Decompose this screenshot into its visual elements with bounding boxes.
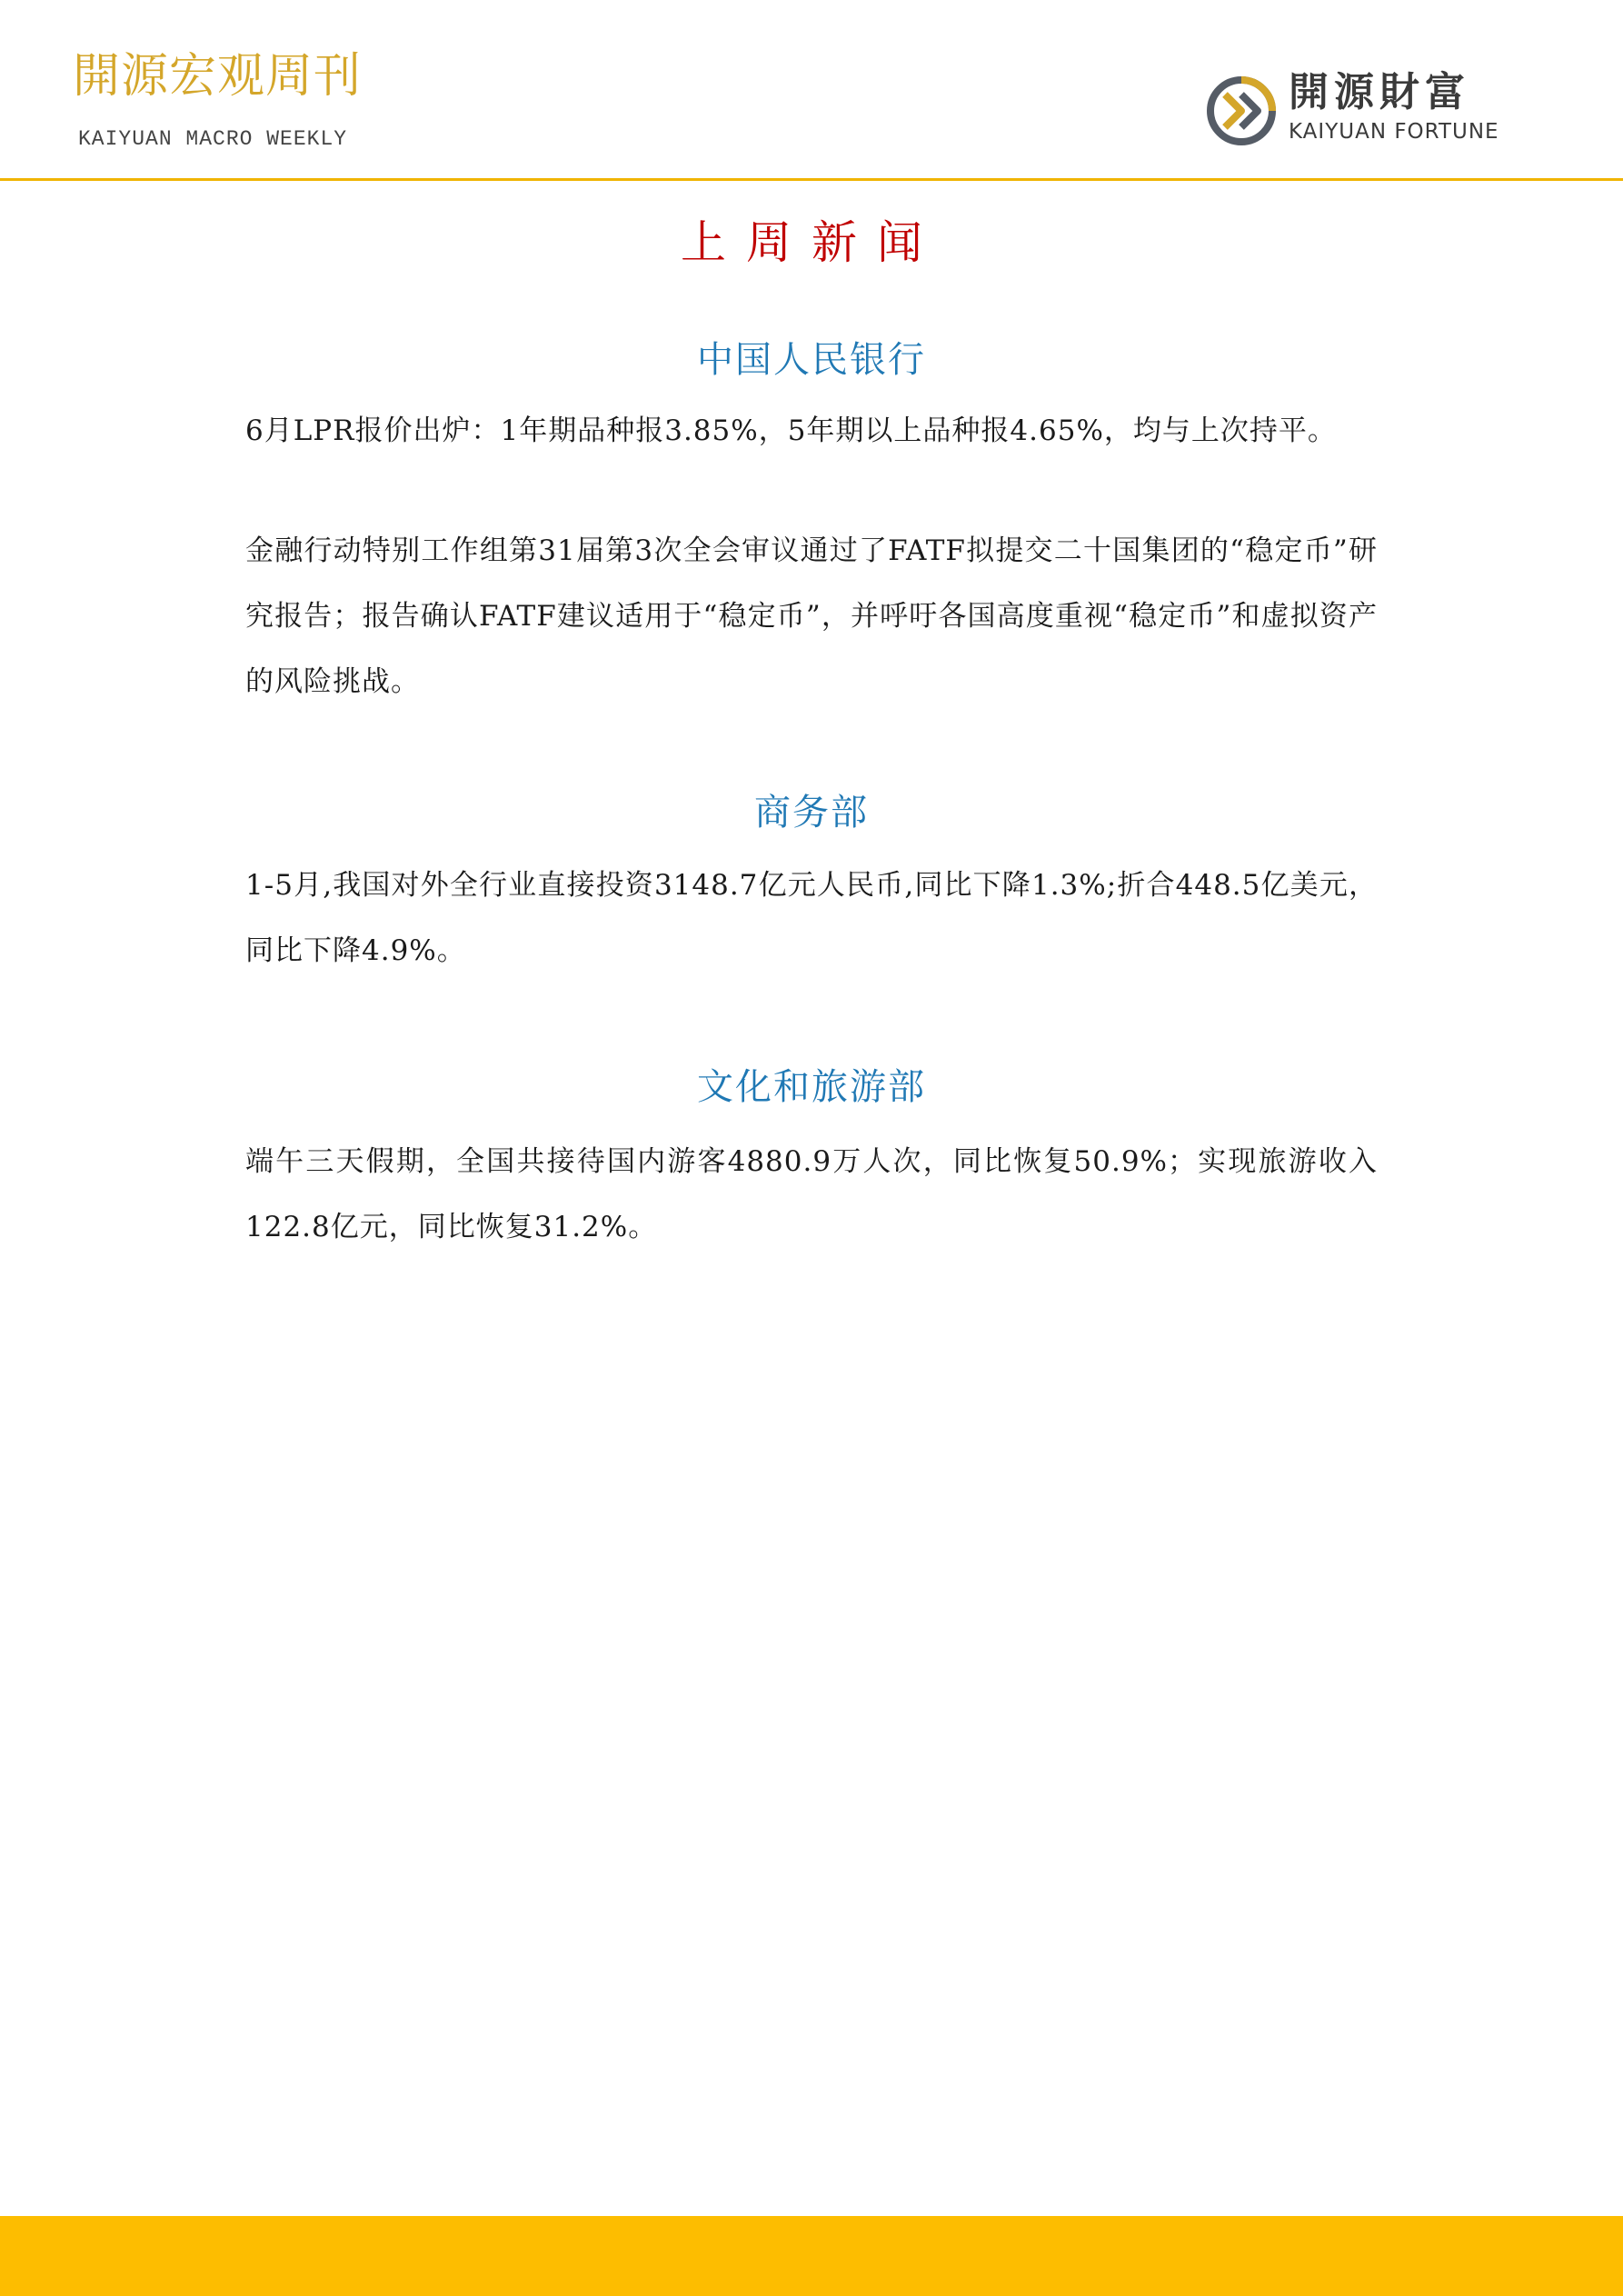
main-content <box>245 182 1378 1260</box>
logo-text-en: KAIYUAN FORTUNE <box>1289 120 1499 144</box>
kaiyuan-fortune-logo <box>1205 71 1550 153</box>
section-paragraph: 1-5月,我国对外全行业直接投资3148.7亿元人民币,同比下降1.3%;折合448.5亿美元，同比下降4.9%。 <box>245 869 1378 967</box>
page-header <box>0 0 1623 182</box>
section-title-culture-tourism: 文化和旅游部 <box>697 1066 926 1108</box>
page-title: 上周新闻 <box>681 216 942 269</box>
header-divider <box>0 178 1623 181</box>
section-paragraph: 金融行动特别工作组第31届第3次全会审议通过了FATF拟提交二十国集团的“稳定币”研究报告；报告确认FATF建议适用于“稳定币”，并呼吁各国高度重视“稳定币”和虚拟资产的风险挑战。 <box>245 534 1378 698</box>
publication-title: 開源宏观周刊 <box>73 49 363 104</box>
section-title-mofcom: 商务部 <box>754 792 869 834</box>
kaiyuan-logo-icon <box>1205 75 1278 147</box>
footer-bar <box>0 2216 1623 2296</box>
section-title-pboc: 中国人民银行 <box>697 339 926 381</box>
logo-text-cn: 開源財富 <box>1289 69 1470 115</box>
publication-subtitle: KAIYUAN MACRO WEEKLY <box>78 127 348 151</box>
section-paragraph: 端午三天假期，全国共接待国内游客4880.9万人次，同比恢复50.9%；实现旅游收入122.8亿元，同比恢复31.2%。 <box>245 1145 1378 1243</box>
section-paragraph: 6月LPR报价出炉：1年期品种报3.85%，5年期以上品种报4.65%，均与上次持平。 <box>245 414 1337 447</box>
